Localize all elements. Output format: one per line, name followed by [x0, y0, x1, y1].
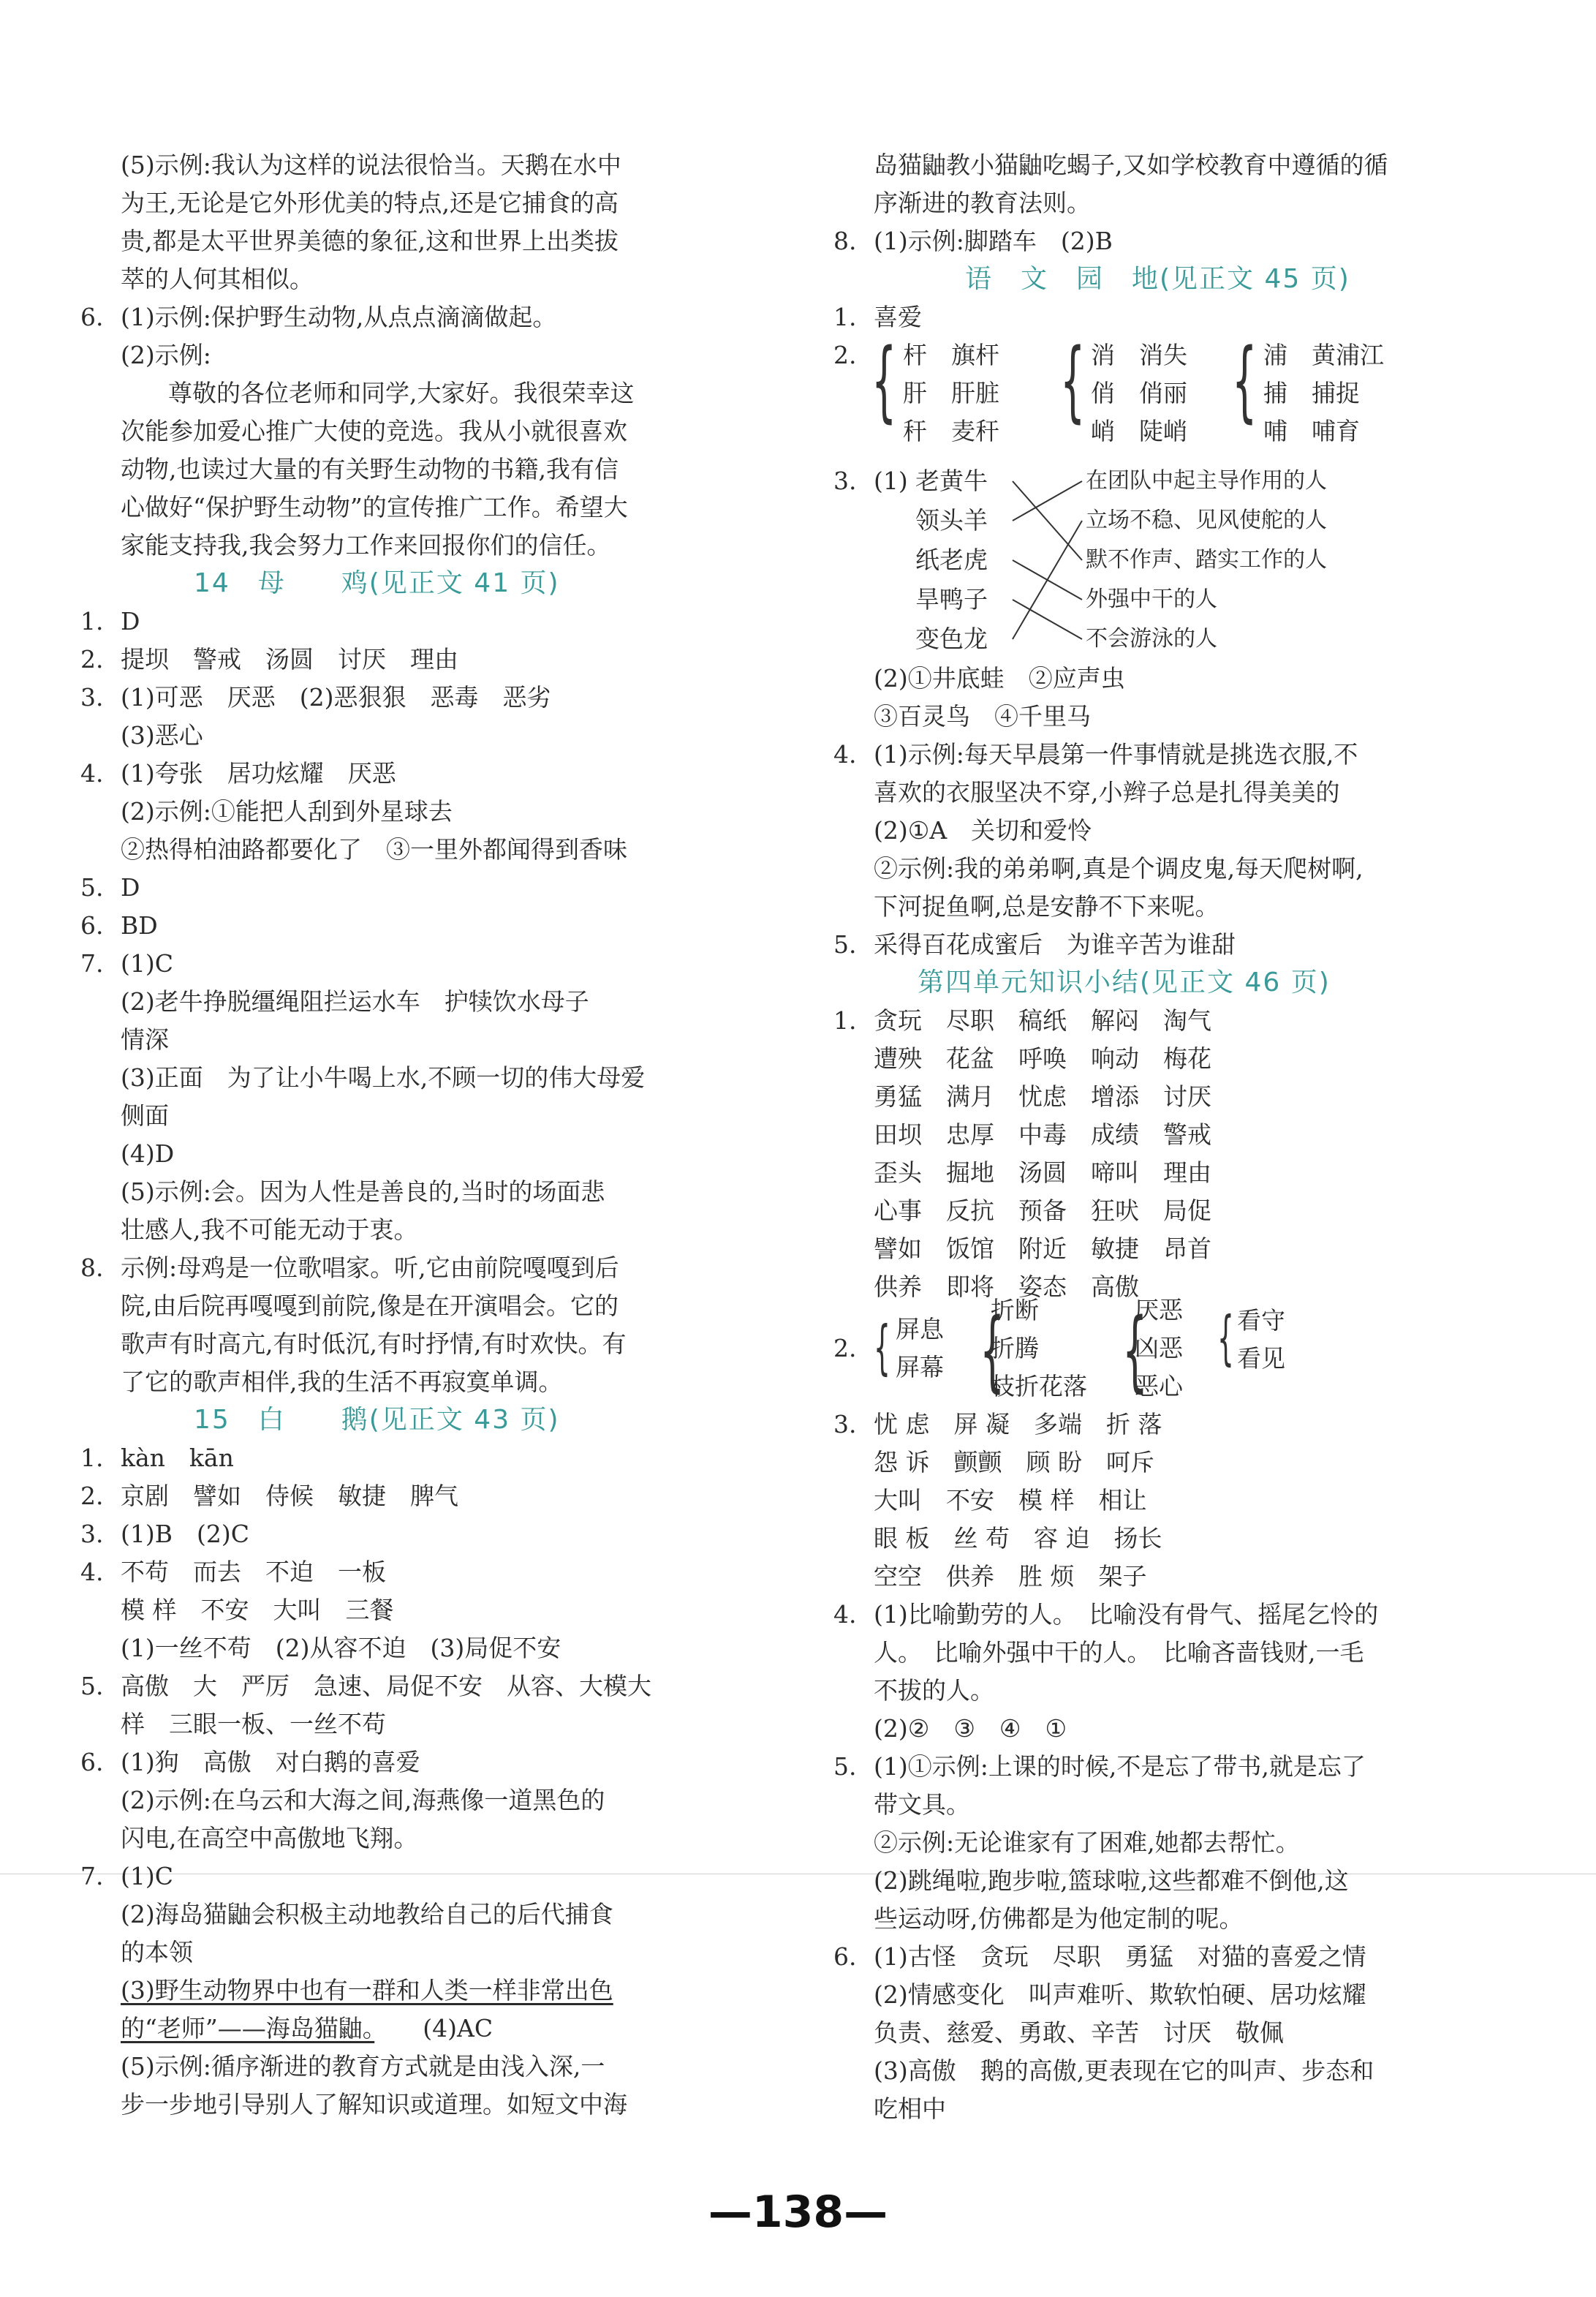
group-item: 看守	[1237, 1306, 1285, 1335]
answer-2: 2. 京剧 譬如 侍候 敏捷 脾气	[80, 1482, 458, 1510]
answer-1: 1. D	[80, 607, 140, 635]
match-left-item: 旱鸭子	[915, 585, 988, 614]
brace-icon: {	[1122, 1300, 1148, 1402]
text-line: 心做好“保护野生动物”的宣传推广工作。希望大	[121, 493, 628, 521]
group-item: 秆 麦秆	[903, 417, 999, 445]
text-line: 动物,也读过大量的有关野生动物的书籍,我有信	[121, 455, 619, 483]
word-row: 歪头 掘地 汤圆 啼叫 理由	[874, 1158, 1211, 1187]
text-line: (3)高傲 鹅的高傲,更表现在它的叫声、步态和	[874, 2056, 1374, 2085]
answer-7: 7. (1)C	[80, 1862, 173, 1890]
text-line: 岛猫鼬教小猫鼬吃蝎子,又如学校教育中遵循的循	[874, 151, 1388, 179]
text-line: 吃相中	[874, 2094, 946, 2123]
answer-2-number: 2.	[833, 1334, 857, 1362]
answer-1-number: 1.	[833, 1006, 857, 1035]
text-line: 壮感人,我不可能无动于衷。	[121, 1215, 418, 1244]
text-line: 些运动呀,仿佛都是为他定制的呢。	[874, 1904, 1244, 1933]
group-item: 俏 俏丽	[1091, 379, 1187, 407]
answer-5: 5. 高傲 大 严厉 急速、局促不安 从容、大模大	[80, 1672, 651, 1700]
group-item: 恶心	[1135, 1372, 1183, 1400]
word-row: 供养 即将 姿态 高傲	[874, 1272, 1139, 1301]
group-item: 枝折花落	[991, 1372, 1087, 1400]
brace-icon: {	[1060, 331, 1086, 432]
answer-4: 4. (1)夸张 居功炫耀 厌恶	[80, 759, 396, 788]
match-left-item: 纸老虎	[915, 546, 988, 574]
text-line: 人。 比喻外强中干的人。 比喻吝啬钱财,一毛	[874, 1638, 1364, 1667]
answer-8: 8. 示例:母鸡是一位歌唱家。听,它由前院嘎嘎到后	[80, 1253, 619, 1282]
text-line: 情深	[121, 1025, 169, 1054]
answer-7: 7. (1)C	[80, 949, 173, 978]
text-line: ②热得柏油路都要化了 ③一里外都闻得到香味	[121, 835, 627, 864]
text-line: (2)示例:①能把人刮到外星球去	[121, 797, 453, 826]
text-line: (2)情感变化 叫声难听、欺软怕硬、居功炫耀	[874, 1980, 1366, 2009]
answer-2-number: 2.	[833, 341, 857, 369]
group-item: 看见	[1237, 1344, 1285, 1373]
text-line: (5)示例:会。因为人性是善良的,当时的场面悲	[121, 1177, 605, 1206]
answer-4: 4. (1)示例:每天早晨第一件事情就是挑选衣服,不	[833, 740, 1358, 769]
text-line: (2)② ③ ④ ①	[874, 1714, 1067, 1743]
group-item: 折断	[991, 1296, 1039, 1324]
question-6: 6. (1)示例:保护野生动物,从点点滴滴做起。	[80, 303, 557, 331]
brace-icon: {	[1232, 331, 1257, 432]
answer-3: 3. (1)B (2)C	[80, 1520, 249, 1548]
answer-5: 5. D	[80, 873, 140, 902]
text-line: 负责、慈爱、勇敢、辛苦 讨厌 敬佩	[874, 2018, 1284, 2047]
match-right-item: 默不作声、踏实工作的人	[1086, 547, 1327, 573]
match-right-item: 不会游泳的人	[1086, 626, 1217, 652]
answer-3: 3. (1)	[833, 467, 908, 495]
word-row: 勇猛 满月 忧虑 增添 讨厌	[874, 1082, 1211, 1111]
matching-lines	[1013, 462, 1086, 682]
group-item: 屏息	[896, 1315, 944, 1343]
text-line: (1)一丝不苟 (2)从容不迫 (3)局促不安	[121, 1634, 561, 1662]
text-line: 步一步地引导别人了解知识或道理。如短文中海	[121, 2090, 627, 2119]
text-line: 不拔的人。	[874, 1676, 994, 1705]
match-line	[1013, 521, 1082, 639]
text-line: (2)老牛挣脱缰绳阻拦运水车 护犊饮水母子	[121, 987, 589, 1016]
text-line: 带文具。	[874, 1790, 970, 1819]
group-item: 消 消失	[1091, 341, 1187, 369]
group-item: 浦 黄浦江	[1263, 341, 1384, 369]
text-line: ③百灵鸟 ④千里马	[874, 702, 1091, 731]
text-line: 了它的歌声相伴,我的生活不再寂寞单调。	[121, 1368, 563, 1396]
answer-3-number: 3.	[833, 1410, 857, 1438]
group-item: 厌恶	[1135, 1296, 1183, 1324]
text-line: (2)海岛猫鼬会积极主动地教给自己的后代捕食	[121, 1900, 613, 1928]
word-row: 贪玩 尽职 稿纸 解闷 淘气	[874, 1006, 1211, 1035]
text-line: (3)正面 为了让小牛喝上水,不顾一切的伟大母爱	[121, 1063, 646, 1092]
group-item: 折腾	[991, 1334, 1039, 1362]
answer-6: 6. BD	[80, 911, 158, 940]
answer-4: 4. 不苟 而去 不迫 一板	[80, 1558, 386, 1586]
page-number: —138—	[708, 2187, 888, 2238]
word-row: 大叫 不安 模 样 相让	[874, 1486, 1147, 1515]
text-line: 的本领	[121, 1938, 193, 1966]
match-line	[1013, 600, 1082, 639]
brace-icon: {	[1217, 1304, 1234, 1372]
word-row: 眼 板 丝 苟 容 迫 扬长	[874, 1524, 1162, 1553]
text-line: ②示例:我的弟弟啊,真是个调皮鬼,每天爬树啊,	[874, 854, 1364, 883]
text-line: 侧面	[121, 1101, 169, 1130]
word-row: 空空 供养 胜 烦 架子	[874, 1562, 1147, 1591]
brace-icon: {	[980, 1300, 1005, 1402]
text-line: (2)示例:	[121, 341, 211, 369]
text-line: ②示例:无论谁家有了困难,她都去帮忙。	[874, 1828, 1300, 1857]
text-line: 次能参加爱心推广大使的竞选。我从小就很喜欢	[121, 417, 627, 445]
answer-6: 6. (1)古怪 贪玩 尽职 勇猛 对猫的喜爱之情	[833, 1942, 1366, 1971]
answer-6: 6. (1)狗 高傲 对白鹅的喜爱	[80, 1748, 420, 1776]
question-8: 8. (1)示例:脚踏车 (2)B	[833, 227, 1113, 255]
text-line: (3)恶心	[121, 721, 203, 750]
match-right-item: 在团队中起主导作用的人	[1086, 468, 1327, 494]
text-line: 喜欢的衣服坚决不穿,小辫子总是扎得美美的	[874, 778, 1340, 807]
text-line: 序渐进的教育法则。	[874, 189, 1091, 217]
text-line: 家能支持我,我会努力工作来回报你们的信任。	[121, 531, 611, 559]
text-line: (2)跳绳啦,跑步啦,篮球啦,这些都难不倒他,这	[874, 1866, 1349, 1895]
word-row: 田坝 忠厚 中毒 成绩 警戒	[874, 1120, 1211, 1149]
text-line: 歌声有时高亢,有时低沉,有时抒情,有时欢快。有	[121, 1329, 627, 1358]
text-line: 下河捉鱼啊,总是安静不下来呢。	[874, 892, 1219, 921]
answer-1: 1. 喜爱	[833, 303, 922, 331]
match-left-item: 变色龙	[915, 625, 988, 653]
word-row: 心事 反抗 预备 狂吠 局促	[874, 1196, 1211, 1225]
match-line	[1013, 481, 1082, 521]
text-line: 贵,都是太平世界美德的象征,这和世界上出类拔	[121, 227, 619, 255]
section-heading-unit-summary: 第四单元知识小结(见正文 46 页)	[918, 968, 1331, 997]
section-heading-14: 14 母 鸡(见正文 41 页)	[194, 568, 560, 598]
text-line: 闪电,在高空中高傲地飞翔。	[121, 1824, 418, 1852]
text-line: (2)示例:在乌云和大海之间,海燕像一道黑色的	[121, 1786, 605, 1814]
text-line: 的“老师”——海岛猫鼬。 (4)AC	[121, 2014, 493, 2043]
text-line: (2)①井底蛙 ②应声虫	[874, 664, 1125, 693]
text-line: 样 三眼一板、一丝不苟	[121, 1710, 386, 1738]
text-line: 为王,无论是它外形优美的特点,还是它捕食的高	[121, 189, 619, 217]
match-left-item: 领头羊	[915, 506, 988, 535]
group-item: 哺 哺育	[1263, 417, 1360, 445]
match-right-item: 立场不稳、见风使舵的人	[1086, 508, 1327, 533]
group-item: 肝 肝脏	[903, 379, 999, 407]
group-item: 峭 陡峭	[1091, 417, 1187, 445]
answer-3: 3. (1)可恶 厌恶 (2)恶狠狠 恶毒 恶劣	[80, 683, 551, 712]
match-right-item: 外强中干的人	[1086, 586, 1217, 612]
group-item: 屏幕	[896, 1353, 944, 1381]
group-item: 凶恶	[1135, 1334, 1183, 1362]
answer-5: 5. 采得百花成蜜后 为谁辛苦为谁甜	[833, 930, 1236, 959]
match-left-item: 老黄牛	[915, 467, 988, 495]
text-line: (2)①A 关切和爱怜	[874, 816, 1092, 845]
text-line: 尊敬的各位老师和同学,大家好。我很荣幸这	[168, 379, 635, 407]
text-line: (5)示例:循序渐进的教育方式就是由浅入深,一	[121, 2052, 605, 2081]
answer-1: 1. kàn kān	[80, 1444, 234, 1472]
text-line: 模 样 不安 大叫 三餐	[121, 1596, 394, 1624]
brace-icon: {	[874, 1313, 890, 1381]
word-row: 譬如 饭馆 附近 敏捷 昂首	[874, 1234, 1211, 1263]
group-item: 杆 旗杆	[903, 341, 999, 369]
group-item: 捕 捕捉	[1263, 379, 1360, 407]
answer-4: 4. (1)比喻勤劳的人。 比喻没有骨气、摇尾乞怜的	[833, 1600, 1379, 1629]
word-row: 忧 虑 屏 凝 多端 折 落	[874, 1410, 1162, 1438]
text-line: 萃的人何其相似。	[121, 265, 314, 293]
text-line: 院,由后院再嘎嘎到前院,像是在开演唱会。它的	[121, 1291, 619, 1320]
answer-2: 2. 提坝 警戒 汤圆 讨厌 理由	[80, 645, 458, 674]
underlined-line: (3)野生动物界中也有一群和人类一样非常出色	[121, 1976, 613, 2004]
match-line	[1013, 481, 1082, 560]
word-row: 遭殃 花盆 呼唤 响动 梅花	[874, 1044, 1211, 1073]
word-row: 怨 诉 颤颤 顾 盼 呵斥	[874, 1448, 1154, 1476]
section-heading-15: 15 白 鹅(见正文 43 页)	[194, 1405, 560, 1435]
section-heading-garden: 语 文 园 地(见正文 45 页)	[965, 264, 1350, 294]
text-line: (4)D	[121, 1139, 175, 1168]
answer-5: 5. (1)①示例:上课的时候,不是忘了带书,就是忘了	[833, 1752, 1366, 1781]
brace-icon: {	[871, 331, 897, 432]
text-line: (5)示例:我认为这样的说法很恰当。天鹅在水中	[121, 151, 621, 179]
